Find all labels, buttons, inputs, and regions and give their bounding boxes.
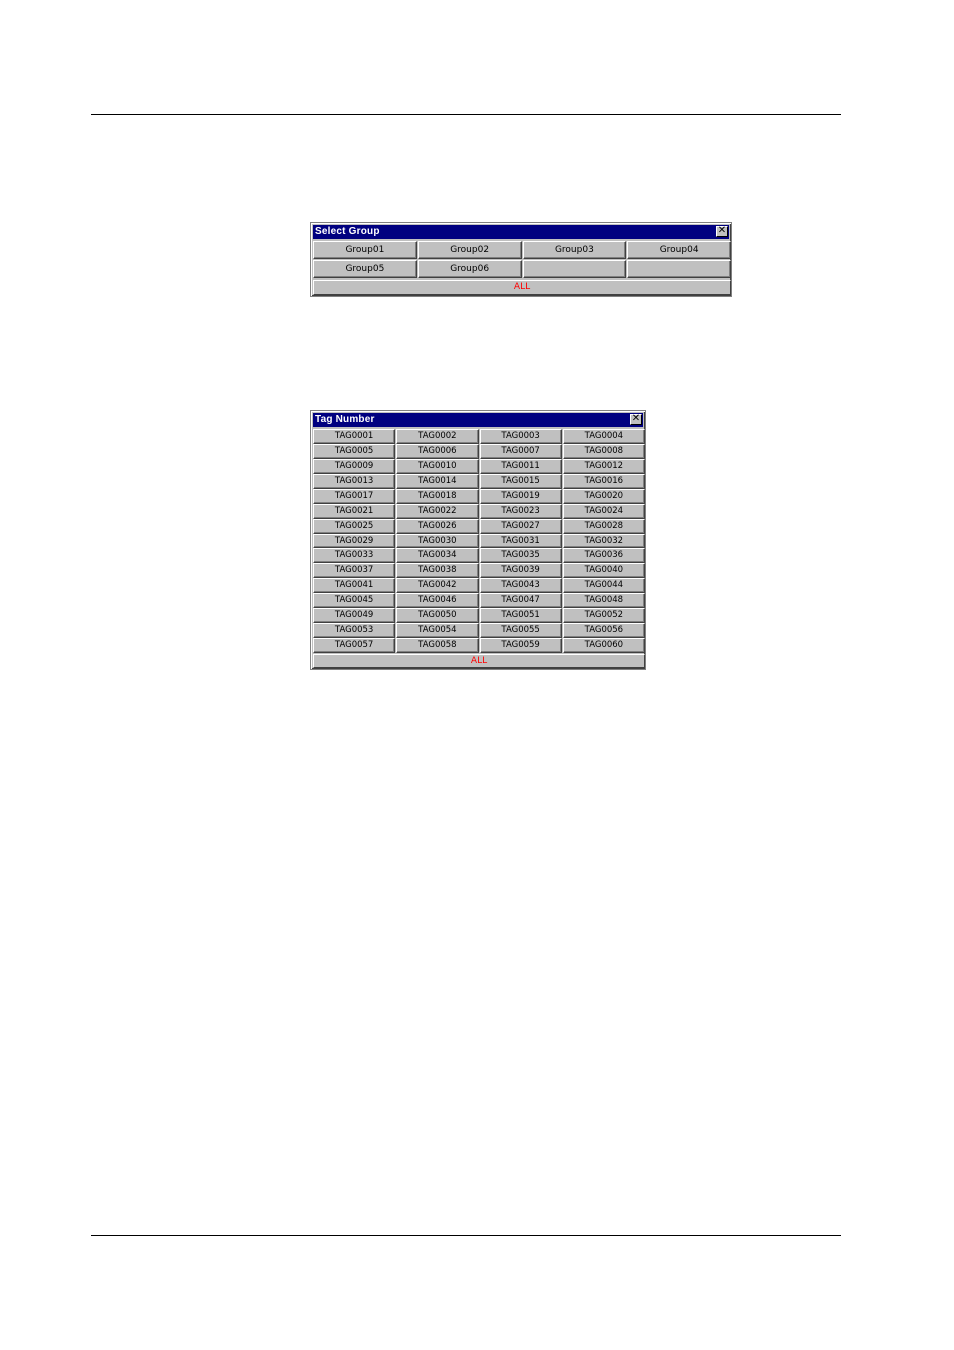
tag-button[interactable]: TAG0034 [396, 548, 478, 563]
tag-button[interactable]: TAG0028 [563, 519, 645, 534]
tag-button[interactable]: TAG0041 [313, 578, 395, 593]
header-rule [91, 114, 841, 115]
tag-button[interactable]: TAG0037 [313, 563, 395, 578]
tag-button[interactable]: TAG0003 [480, 429, 562, 444]
group-button[interactable]: Group02 [418, 241, 522, 259]
tag-button[interactable]: TAG0030 [396, 534, 478, 549]
tag-button[interactable]: TAG0055 [480, 623, 562, 638]
tag-button[interactable]: TAG0052 [563, 608, 645, 623]
tag-button[interactable]: TAG0044 [563, 578, 645, 593]
tag-button[interactable]: TAG0042 [396, 578, 478, 593]
tag-button[interactable]: TAG0009 [313, 459, 395, 474]
tag-button[interactable]: TAG0045 [313, 593, 395, 608]
tag-button[interactable]: TAG0025 [313, 519, 395, 534]
tag-button-grid [313, 429, 645, 653]
group-button[interactable]: Group03 [523, 241, 627, 259]
tag-button[interactable]: TAG0013 [313, 474, 395, 489]
tag-button[interactable]: TAG0029 [313, 534, 395, 549]
select-group-window [310, 222, 732, 297]
tag-button[interactable]: TAG0038 [396, 563, 478, 578]
tag-button[interactable]: TAG0011 [480, 459, 562, 474]
tag-button[interactable]: TAG0049 [313, 608, 395, 623]
tag-button[interactable]: TAG0020 [563, 489, 645, 504]
group-button-grid [313, 241, 731, 278]
group-button[interactable] [627, 260, 731, 278]
tag-button[interactable]: TAG0040 [563, 563, 645, 578]
group-button[interactable]: Group01 [313, 241, 417, 259]
tag-button[interactable]: TAG0008 [563, 444, 645, 459]
tag-button[interactable]: TAG0002 [396, 429, 478, 444]
tag-button[interactable]: TAG0015 [480, 474, 562, 489]
tag-button[interactable]: TAG0023 [480, 504, 562, 519]
tag-button[interactable]: TAG0001 [313, 429, 395, 444]
tag-button[interactable]: TAG0050 [396, 608, 478, 623]
tag-button[interactable]: TAG0004 [563, 429, 645, 444]
close-icon[interactable]: ✕ [717, 225, 727, 236]
tag-button[interactable]: TAG0012 [563, 459, 645, 474]
group-all-button[interactable]: ALL [313, 280, 731, 295]
group-button[interactable]: Group06 [418, 260, 522, 278]
tag-button[interactable]: TAG0053 [313, 623, 395, 638]
tag-button[interactable]: TAG0014 [396, 474, 478, 489]
tag-button[interactable]: TAG0026 [396, 519, 478, 534]
tag-number-window [310, 410, 646, 670]
tag-button[interactable]: TAG0024 [563, 504, 645, 519]
tag-button[interactable]: TAG0005 [313, 444, 395, 459]
tag-button[interactable]: TAG0019 [480, 489, 562, 504]
tag-button[interactable]: TAG0048 [563, 593, 645, 608]
tag-button[interactable]: TAG0018 [396, 489, 478, 504]
tag-number-title: Tag Number [315, 414, 375, 425]
tag-button[interactable]: TAG0016 [563, 474, 645, 489]
tag-button[interactable]: TAG0035 [480, 548, 562, 563]
tag-button[interactable]: TAG0039 [480, 563, 562, 578]
tag-button[interactable]: TAG0054 [396, 623, 478, 638]
tag-button[interactable]: TAG0027 [480, 519, 562, 534]
tag-button[interactable]: TAG0047 [480, 593, 562, 608]
tag-button[interactable]: TAG0043 [480, 578, 562, 593]
group-button[interactable] [523, 260, 627, 278]
tag-button[interactable]: TAG0006 [396, 444, 478, 459]
group-button[interactable]: Group05 [313, 260, 417, 278]
tag-button[interactable]: TAG0058 [396, 638, 478, 653]
tag-button[interactable]: TAG0059 [480, 638, 562, 653]
tag-button[interactable]: TAG0060 [563, 638, 645, 653]
tag-button[interactable]: TAG0051 [480, 608, 562, 623]
tag-button[interactable]: TAG0057 [313, 638, 395, 653]
select-group-titlebar[interactable] [313, 225, 729, 239]
group-button[interactable]: Group04 [627, 241, 731, 259]
tag-button[interactable]: TAG0022 [396, 504, 478, 519]
tag-number-titlebar[interactable] [313, 413, 643, 427]
tag-button[interactable]: TAG0036 [563, 548, 645, 563]
tag-button[interactable]: TAG0031 [480, 534, 562, 549]
tag-button[interactable]: TAG0032 [563, 534, 645, 549]
select-group-title: Select Group [315, 226, 380, 237]
footer-rule [91, 1235, 841, 1236]
close-icon[interactable]: ✕ [631, 413, 641, 424]
tag-button[interactable]: TAG0033 [313, 548, 395, 563]
tag-button[interactable]: TAG0007 [480, 444, 562, 459]
tag-button[interactable]: TAG0021 [313, 504, 395, 519]
tag-button[interactable]: TAG0010 [396, 459, 478, 474]
tag-button[interactable]: TAG0056 [563, 623, 645, 638]
tag-button[interactable]: TAG0046 [396, 593, 478, 608]
tag-all-button[interactable]: ALL [313, 654, 645, 668]
tag-button[interactable]: TAG0017 [313, 489, 395, 504]
